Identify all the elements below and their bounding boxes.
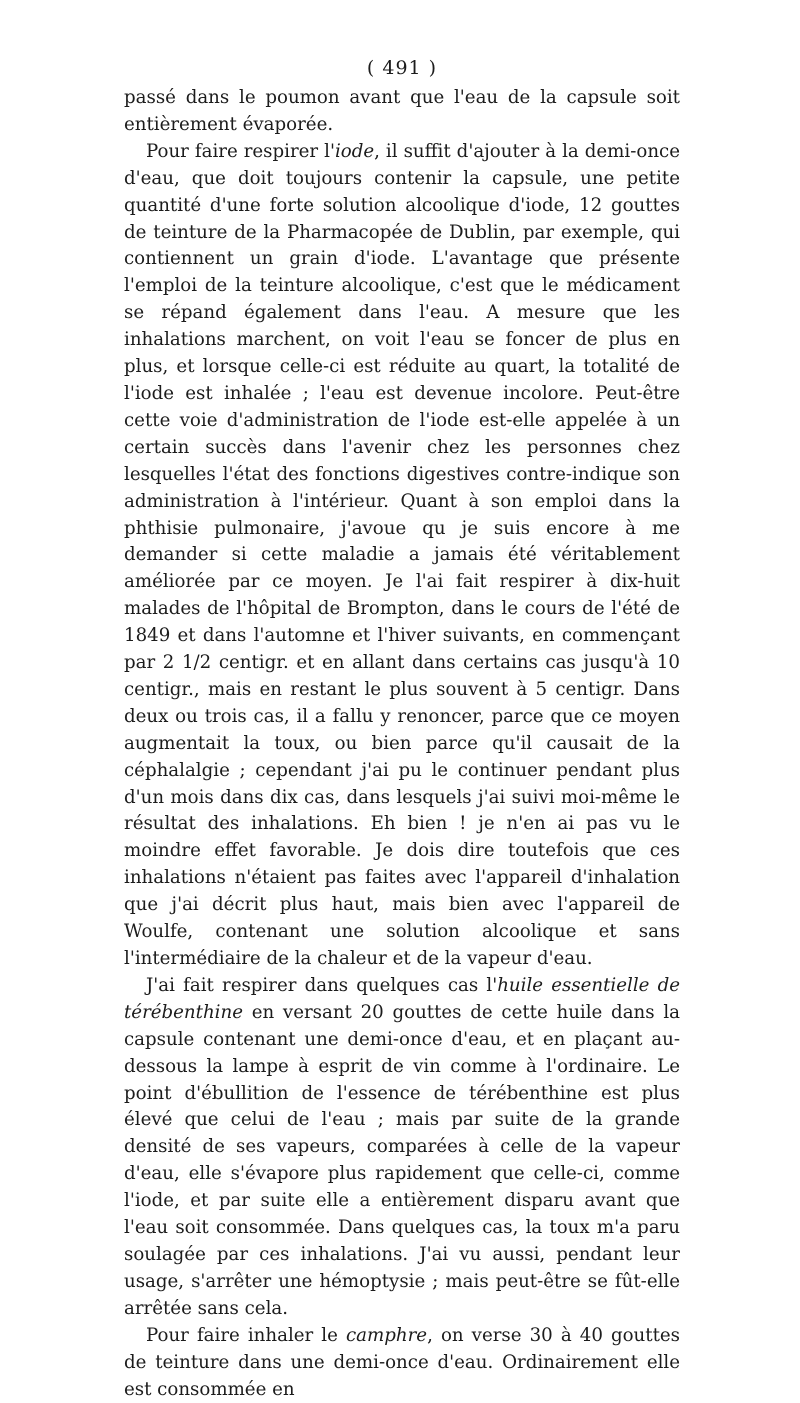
document-page xyxy=(124,55,680,1403)
paragraph-2-iode xyxy=(124,139,680,973)
paragraph-2-run-3: , il suffit d'ajouter à la demi-once d'eau, que doit toujours contenir la capsule, une petite quantité d'une forte solution alcoolique d'iode, 12 gouttes de teinture de la Pharmacopée de Dublin, par exemple, qui contiennent un grain d'iode. L'avantage que présente l'emploi de la teinture alcoolique, c'est que le médicament se répand également dans l'eau. A mesure que les inhalations marchent, on voit l'eau se foncer de plus en plus, et lorsque celle-ci est réduite au quart, la totalité de l'iode est inhalée ; l'eau est devenue incolore. Peut-être cette voie d'administration de l'iode est-elle appelée à un certain succès dans l'avenir chez les personnes chez lesquelles l'état des fonctions digestives contre-indique son administration à l'intérieur. Quant à son emploi dans la phthisie pulmonaire, j'avoue qu je suis encore à me demander si cette maladie a jamais été véritablement améliorée par ce moyen. Je l'ai fait respirer à dix-huit malades de l'hôpital de Brompton, dans le cours de l'été de 1849 et dans l'automne et l'hiver suivants, en commençant par 2 1/2 centigr. et en allant dans certains cas jusqu'à 10 centigr., mais en restant le plus souvent à 5 centigr. Dans deux ou trois cas, il a fallu y renoncer, parce que ce moyen augmentait la toux, ou bien parce qu'il causait de la céphalalgie ; cependant j'ai pu le continuer pendant plus d'un mois dans dix cas, dans lesquels j'ai suivi moi-même le résultat des inhalations. Eh bien ! je n'en ai pas vu le moindre effet favorable. Je dois dire toutefois que ces inhalations n'étaient pas faites avec l'appareil d'inhalation que j'ai décrit plus haut, mais bien avec l'appareil de Woulfe, contenant une solution alcoolique et sans l'intermédiaire de la chaleur et de la vapeur d'eau. xyxy=(124,140,680,969)
term-camphre: camphre xyxy=(345,1324,428,1346)
paragraph-1-text: passé dans le poumon avant que l'eau de la capsule soit entièrement évaporée. xyxy=(124,87,680,135)
paragraph-2-run-1: Pour faire respirer l' xyxy=(146,140,335,162)
paragraph-1 xyxy=(124,85,680,139)
paragraph-4-run-3: , on verse 30 à 40 gouttes de teinture dans une demi-once d'eau. Ordinairement elle est consommée en xyxy=(124,1324,680,1400)
paragraph-4-camphre xyxy=(124,1323,680,1403)
paragraph-4-run-1: Pour faire inhaler le xyxy=(146,1324,346,1346)
paragraph-3-run-1: J'ai fait respirer dans quelques cas l' xyxy=(146,974,498,996)
paragraph-3-run-3: en versant 20 gouttes de cette huile dans la capsule contenant une demi-once d'eau, et en plaçant au-dessous la lampe à esprit de vin comme à l'ordinaire. Le point d'ébullition de l'essence de térébenthine est plus élevé que celui de l'eau ; mais par suite de la grande densité de ses vapeurs, comparées à celle de la vapeur d'eau, elle s'évapore plus rapidement que celle-ci, comme l'iode, et par suite elle a entièrement disparu avant que l'eau soit consommée. Dans quelques cas, la toux m'a paru soulagée par ces inhalations. J'ai vu aussi, pendant leur usage, s'arrêter une hémoptysie ; mais peut-être se fût-elle arrêtée sans cela. xyxy=(124,1001,680,1319)
term-iode: iode xyxy=(334,140,375,162)
paragraph-3-terebenthine xyxy=(124,973,680,1323)
term-huile-terebenthine: huile essentielle de térébenthine xyxy=(124,974,680,1023)
page-number: ( 491 ) xyxy=(366,57,438,79)
